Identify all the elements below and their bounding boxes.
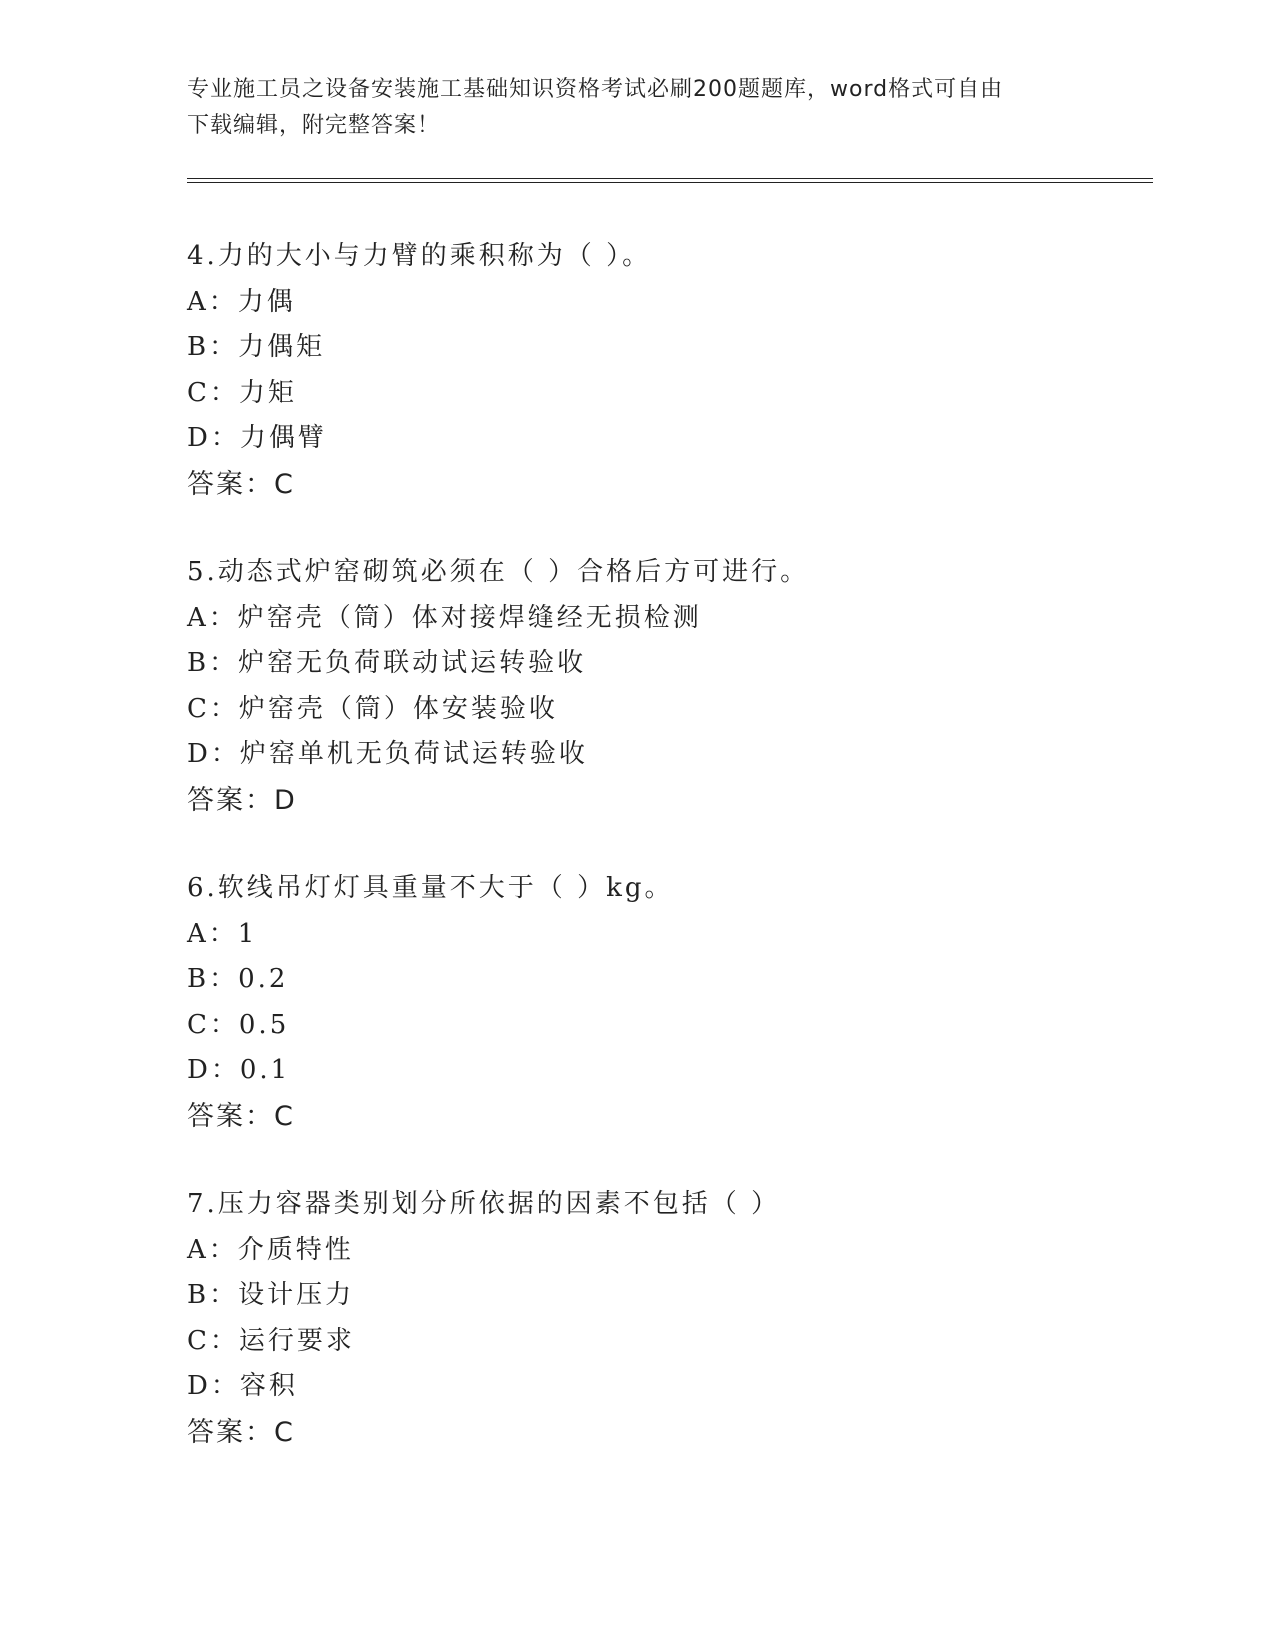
answer-line — [187, 462, 1137, 508]
answer-value: D — [274, 784, 295, 816]
header-line-1: 专业施工员之设备安装施工基础知识资格考试必刷200题题库，word格式可自由 — [187, 77, 1004, 102]
option-a: A：力偶 — [187, 286, 296, 317]
question-block — [187, 550, 1137, 823]
question-stem: 7.压力容器类别划分所依据的因素不包括（ ） — [187, 1189, 781, 1219]
option-b: B：力偶矩 — [187, 332, 326, 362]
option-c: C：运行要求 — [187, 1325, 355, 1356]
option-a: A：炉窑壳（筒）体对接焊缝经无损检测 — [187, 602, 702, 633]
question-block — [187, 866, 1137, 1139]
answer-line — [187, 1410, 1137, 1456]
option-d: D：容积 — [187, 1371, 298, 1401]
option-d: D：0.1 — [187, 1055, 291, 1085]
question-stem: 4.力的大小与力臂的乘积称为（ ）。 — [187, 241, 652, 271]
option-c: C：0.5 — [187, 1009, 290, 1040]
question-stem: 6.软线吊灯灯具重量不大于（ ）kg。 — [187, 873, 674, 903]
answer-label: 答案： — [187, 1100, 274, 1132]
answer-value: C — [274, 468, 293, 500]
option-b: B：设计压力 — [187, 1280, 355, 1310]
answer-label: 答案： — [187, 468, 274, 500]
question-stem: 5.动态式炉窑砌筑必须在（ ）合格后方可进行。 — [187, 557, 810, 587]
option-d: D：力偶臂 — [187, 423, 327, 453]
option-b: B：炉窑无负荷联动试运转验收 — [187, 648, 587, 678]
option-b: B：0.2 — [187, 964, 289, 994]
header-line-2: 下载编辑，附完整答案！ — [187, 113, 441, 138]
option-d: D：炉窑单机无负荷试运转验收 — [187, 739, 588, 769]
answer-label: 答案： — [187, 784, 274, 816]
answer-value: C — [274, 1100, 293, 1132]
document-header — [187, 72, 1087, 144]
question-block — [187, 234, 1137, 507]
option-c: C：炉窑壳（筒）体安装验收 — [187, 693, 558, 724]
option-c: C：力矩 — [187, 377, 297, 408]
answer-value: C — [274, 1416, 293, 1448]
option-a: A：介质特性 — [187, 1234, 354, 1265]
option-a: A：1 — [187, 918, 258, 949]
header-divider — [187, 178, 1153, 183]
answer-line — [187, 778, 1137, 824]
answer-label: 答案： — [187, 1416, 274, 1448]
answer-line — [187, 1094, 1137, 1140]
question-block — [187, 1182, 1137, 1455]
